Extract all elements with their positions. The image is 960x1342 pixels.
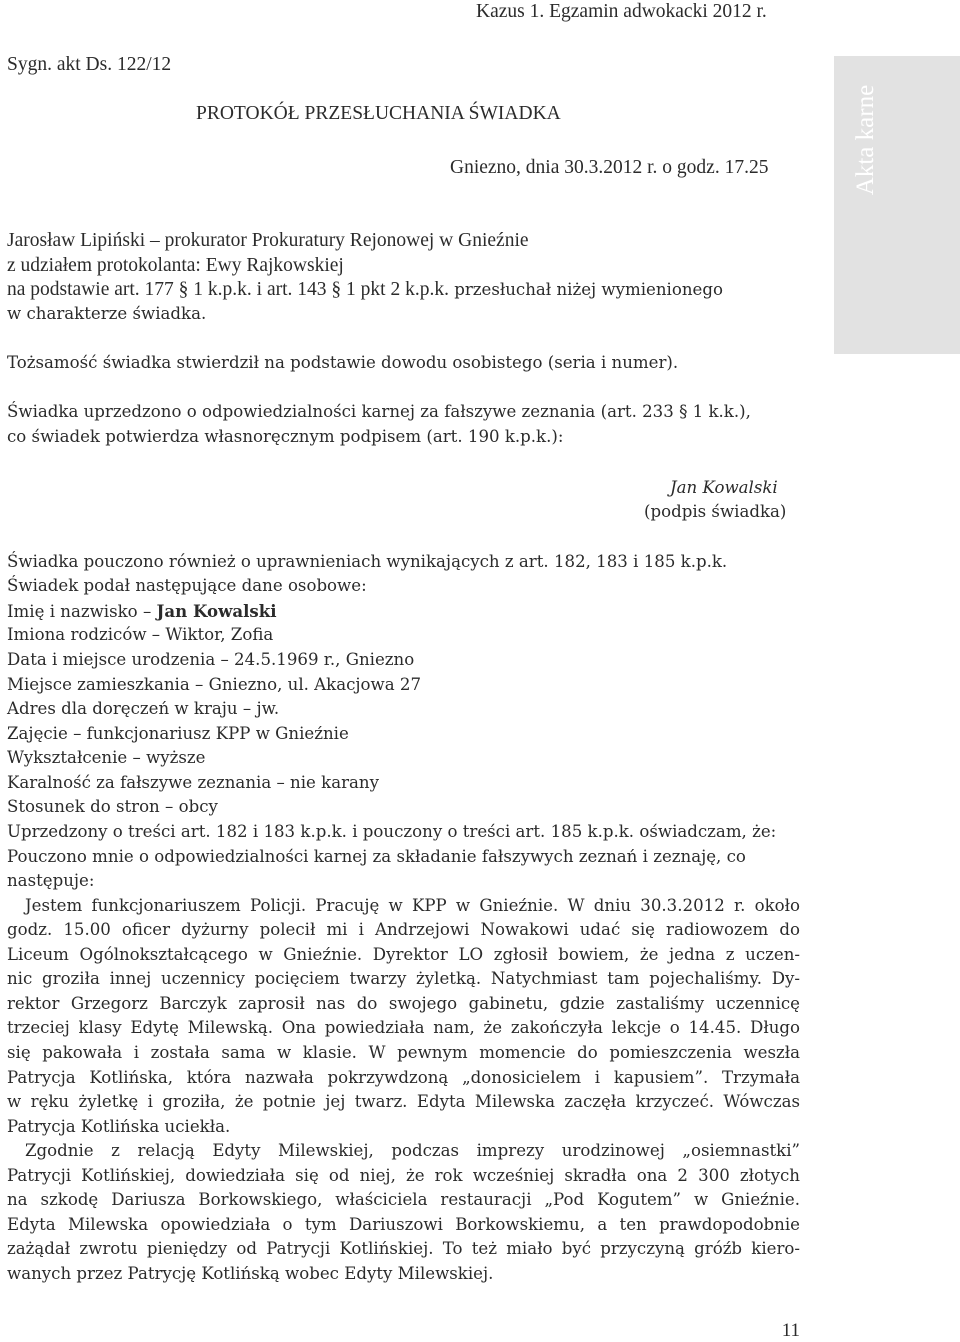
- testimony-line: w ręku żyletkę i groziła, że potnie jej twarz. Edyta Milewska zaczęła krzyczeć. Wówczas: [7, 1092, 800, 1111]
- occupation-row: Zajęcie – funkcjonariusz KPP w Gnieźnie: [7, 724, 349, 743]
- record-row: Karalność za fałszywe zeznania – nie karany: [7, 773, 379, 792]
- birth-row: Data i miejsce urodzenia – 24.5.1969 r., Gniezno: [7, 650, 415, 669]
- declaration-line-3: następuje:: [7, 871, 95, 890]
- testimony-line: rektor Grzegorz Barczyk zaprosił nas do swojego gabinetu, gdzie zastaliśmy uczennicę: [7, 994, 800, 1013]
- intro-line-2: z udziałem protokolanta: Ewy Rajkowskiej: [7, 255, 344, 276]
- warning-line-2: co świadek potwierdza własnoręcznym podpisem (art. 190 k.p.k.):: [7, 427, 564, 446]
- witness-signature: Jan Kowalski: [670, 478, 778, 497]
- testimony-line: Liceum Ogólnokształcącego w Gnieźnie. Dyrektor LO zgłosił bowiem, że jedna z uczen-: [7, 945, 800, 964]
- name-value: Jan Kowalski: [156, 601, 277, 621]
- testimony-line: Patrycja Kotlińska uciekła.: [7, 1117, 231, 1136]
- address-row: Adres dla doręczeń w kraju – jw.: [7, 699, 280, 718]
- personal-data-intro: Świadek podał następujące dane osobowe:: [7, 576, 367, 595]
- testimony-line: Jestem funkcjonariuszem Policji. Pracuję w KPP w Gnieźnie. W dniu 30.3.2012 r. około: [25, 896, 800, 915]
- residence-row: Miejsce zamieszkania – Gniezno, ul. Akacjowa 27: [7, 675, 422, 694]
- parents-row: Imiona rodziców – Wiktor, Zofia: [7, 625, 274, 644]
- testimony-line: Zgodnie z relacją Edyty Milewskiej, podczas imprezy urodzinowej „osiemnastki”: [25, 1141, 800, 1160]
- testimony-line: na szkodę Dariusza Borkowskiego, właściciela restauracji „Pod Kogutem” w Gnieźnie.: [7, 1190, 800, 1209]
- place-date: Gniezno, dnia 30.3.2012 r. o godz. 17.25: [450, 157, 769, 178]
- testimony-line: Patrycji Kotlińskiej, dowiedziała się od niej, że rok wcześniej skradła ona 2 300 złotych: [7, 1166, 800, 1185]
- intro-line-1: Jarosław Lipiński – prokurator Prokuratury Rejonowej w Gnieźnie: [7, 230, 529, 251]
- testimony-line: trzeciej klasy Edytę Milewską. Ona powiedziała nam, że zakończyła lekcje o 14.45. Długo: [7, 1018, 800, 1037]
- case-number: Sygn. akt Ds. 122/12: [7, 54, 172, 75]
- running-title: Kazus 1. Egzamin adwokacki 2012 r.: [476, 1, 767, 22]
- testimony-line: wanych przez Patrycję Kotlińską wobec Edyty Milewskiej.: [7, 1264, 494, 1283]
- testimony-line: Edyta Milewska opowiedziała o tym Dariuszowi Borkowskiemu, a ten prawdopodobnie: [7, 1215, 800, 1234]
- intro-line-3: [7, 278, 723, 302]
- identity-statement: Tożsamość świadka stwierdził na podstawie dowodu osobistego (seria i numer).: [7, 353, 679, 372]
- warning-line-1: Świadka uprzedzono o odpowiedzialności karnej za fałszywe zeznania (art. 233 § 1 k.k.),: [7, 402, 751, 421]
- declaration-line-1: Uprzedzony o treści art. 182 i 183 k.p.k. i pouczony o treści art. 185 k.p.k. oświadczam, że:: [7, 822, 777, 841]
- intro-line-3-legal: na podstawie art. 177 § 1 k.p.k. i art. 143 § 1 pkt 2 k.p.k.: [7, 279, 449, 300]
- signature-caption: (podpis świadka): [644, 502, 787, 521]
- testimony-line: godz. 15.00 oficer dyżurny polecił mi i Andrzejowi Nowakowi udać się radiowozem do: [7, 920, 800, 939]
- declaration-line-2: Pouczono mnie o odpowiedzialności karnej za składanie fałszywych zeznań i zeznaję, co: [7, 847, 746, 866]
- testimony-line: Patrycja Kotlińska, która nazwała pokrzywdzoną „donosicielem i kapusiem”. Trzymała: [7, 1068, 800, 1087]
- name-label: Imię i nazwisko –: [7, 602, 157, 621]
- sidebar-label: Akta karne: [852, 84, 879, 196]
- page-number: 11: [781, 1320, 800, 1341]
- name-row: [7, 599, 277, 624]
- intro-line-3-rest: przesłuchał niżej wymienionego: [448, 280, 723, 299]
- education-row: Wykształcenie – wyższe: [7, 748, 206, 767]
- relation-row: Stosunek do stron – obcy: [7, 797, 218, 816]
- intro-line-4: w charakterze świadka.: [7, 304, 207, 323]
- testimony-line: nic groziła innej uczennicy pocięciem twarzy żyletką. Natychmiast tam pojechaliśmy. Dy-: [7, 969, 800, 988]
- testimony-line: się pakowała i została sama w klasie. W pewnym momencie do pomieszczenia weszła: [7, 1043, 800, 1062]
- rights-statement: Świadka pouczono również o uprawnieniach wynikających z art. 182, 183 i 185 k.p.k.: [7, 552, 728, 571]
- testimony-line: zażądał zwrotu pieniędzy od Patrycji Kotlińskiej. To też miało być przyczyną gróźb kiero-: [7, 1239, 800, 1258]
- document-title: PROTOKÓŁ PRZESŁUCHANIA ŚWIADKA: [196, 103, 561, 124]
